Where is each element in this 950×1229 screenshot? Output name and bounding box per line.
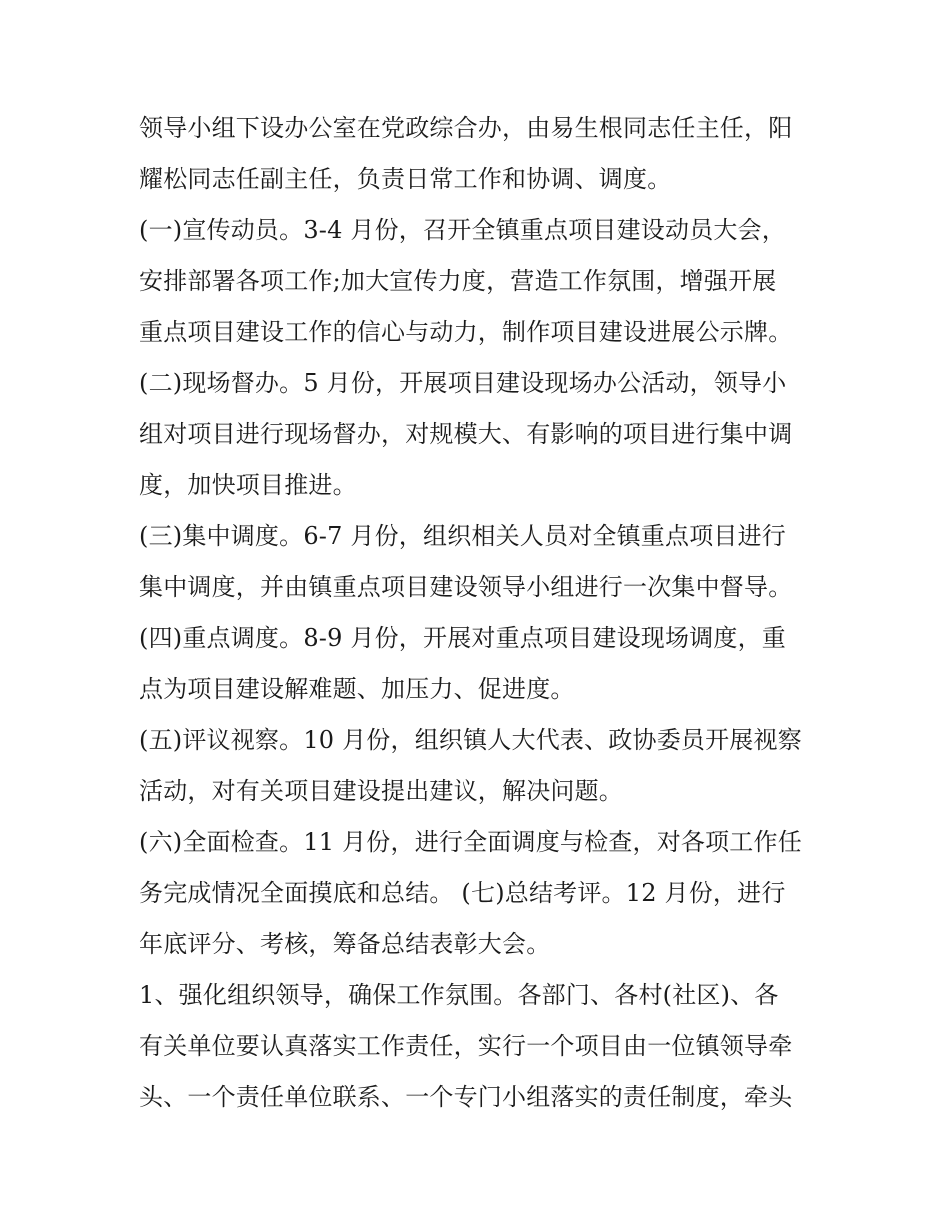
- text-line: 耀松同志任副主任，负责日常工作和协调、调度。: [139, 165, 672, 193]
- text-line: (一)宣传动员。3-4 月份，召开全镇重点项目建设动员大会，: [139, 216, 787, 244]
- text-line: 重点项目建设工作的信心与动力，制作项目建设进展公示牌。: [139, 318, 793, 346]
- text-line: 领导小组下设办公室在党政综合办，由易生根同志任主任，阳: [139, 114, 793, 142]
- text-line: (二)现场督办。5 月份，开展项目建设现场办公活动，领导小: [139, 369, 787, 397]
- document-body: [139, 103, 819, 1123]
- text-line: (六)全面检查。11 月份，进行全面调度与检查，对各项工作任: [139, 828, 802, 856]
- text-line: 点为项目建设解难题、加压力、促进度。: [139, 675, 575, 703]
- text-line: 度，加快项目推进。: [139, 471, 357, 499]
- text-line: (四)重点调度。8-9 月份，开展对重点项目建设现场调度，重: [139, 624, 787, 652]
- text-line: 活动，对有关项目建设提出建议，解决问题。: [139, 777, 623, 805]
- text-line: (五)评议视察。10 月份，组织镇人大代表、政协委员开展视察: [139, 726, 802, 754]
- text-line: 有关单位要认真落实工作责任，实行一个项目由一位镇领导牵: [139, 1032, 793, 1060]
- text-line: (三)集中调度。6-7 月份，组织相关人员对全镇重点项目进行: [139, 522, 787, 550]
- text-line: 集中调度，并由镇重点项目建设领导小组进行一次集中督导。: [139, 573, 793, 601]
- text-line: 年底评分、考核，筹备总结表彰大会。: [139, 930, 551, 958]
- text-line: 头、一个责任单位联系、一个专门小组落实的责任制度，牵头: [139, 1083, 793, 1111]
- text-line: 组对项目进行现场督办，对规模大、有影响的项目进行集中调: [139, 420, 793, 448]
- text-line: 安排部署各项工作;加大宣传力度，营造工作氛围，增强开展: [139, 267, 777, 295]
- text-line: 务完成情况全面摸底和总结。 (七)总结考评。12 月份，进行: [139, 879, 786, 907]
- text-line: 1、强化组织领导，确保工作氛围。各部门、各村(社区)、各: [139, 981, 779, 1009]
